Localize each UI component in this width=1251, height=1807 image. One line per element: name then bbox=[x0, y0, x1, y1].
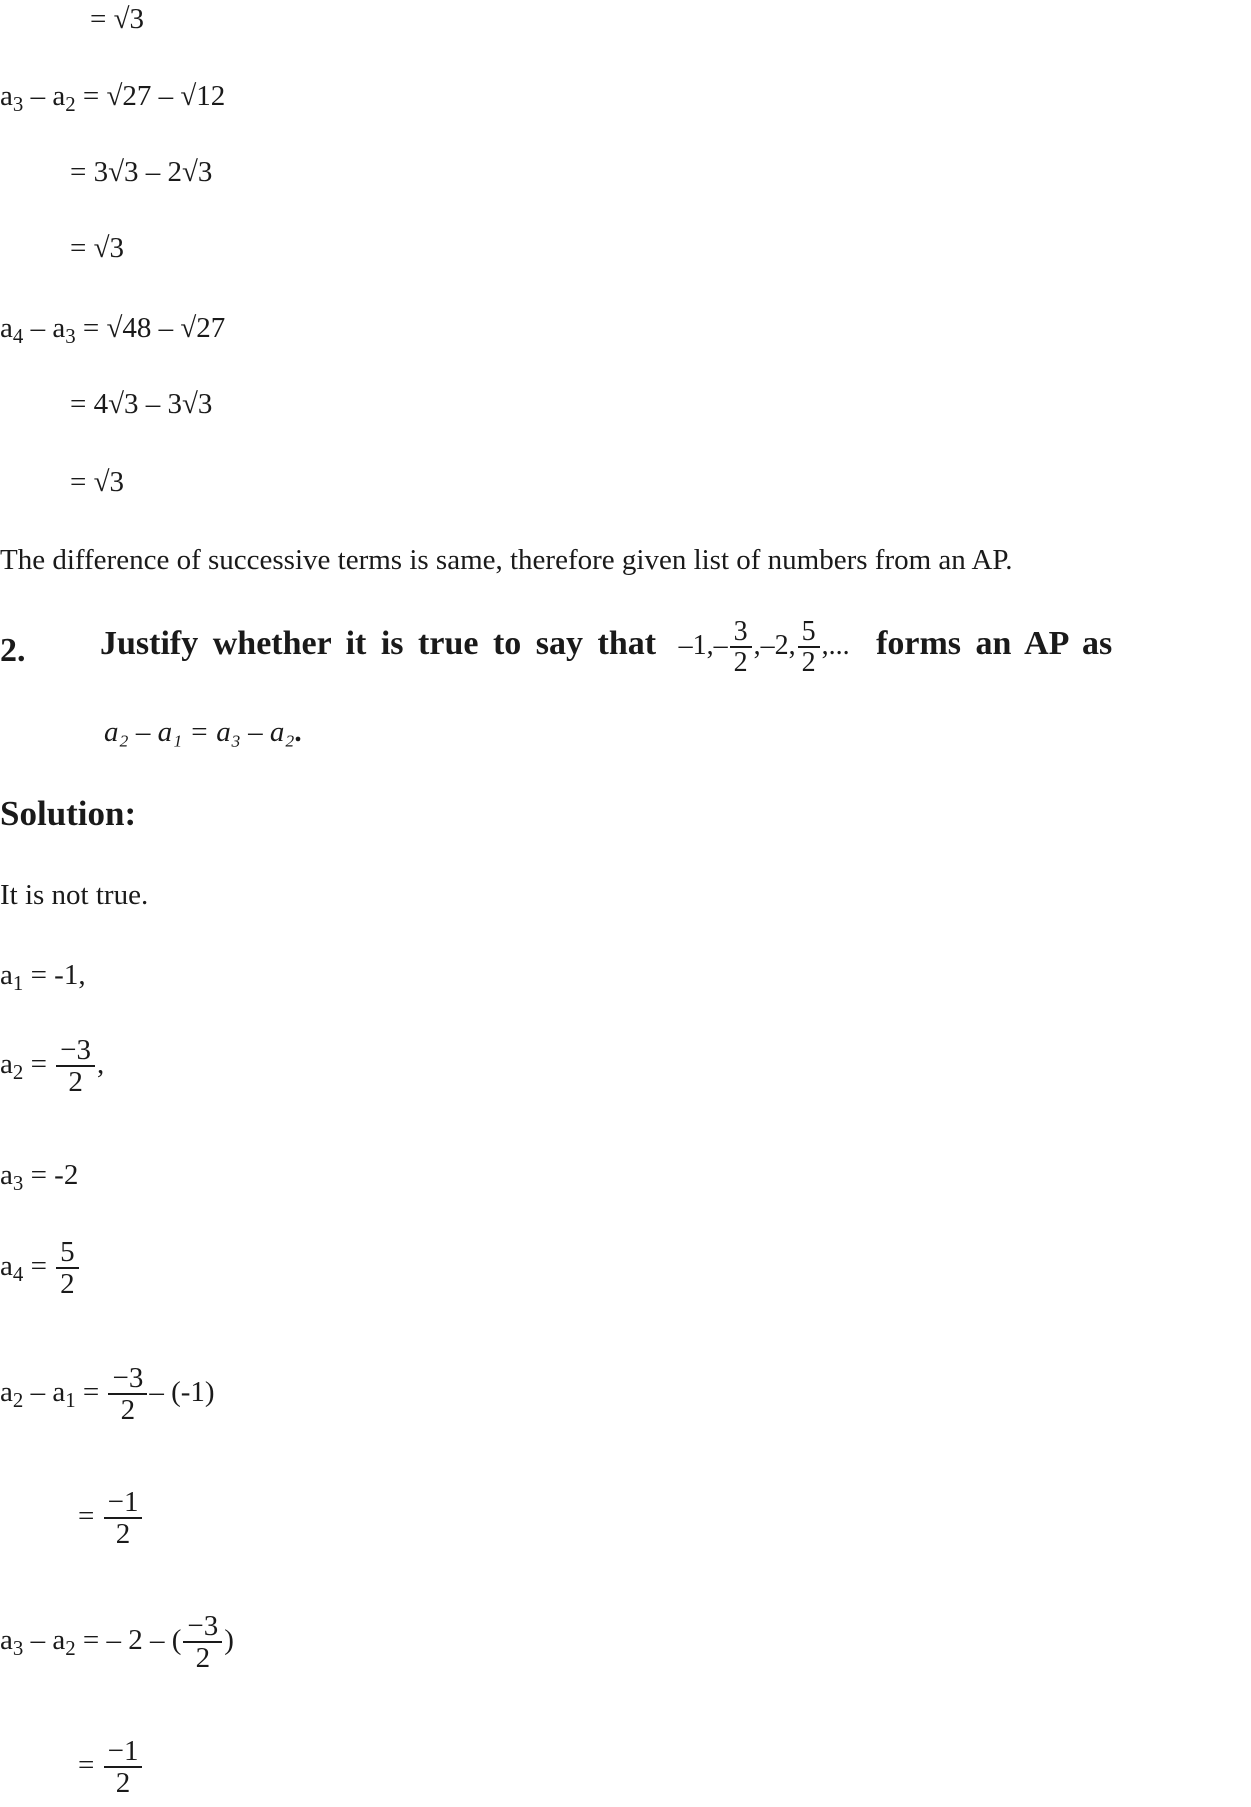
a3-line: $a_3 = -2$ bbox=[0, 1159, 79, 1195]
fraction-3-2: $\frac{3}{2}$ bbox=[730, 617, 752, 678]
result2-line: = $\frac{-1}{2}$ bbox=[78, 1736, 144, 1799]
a4-line: $a_4$ = $\frac{5}{2}$ bbox=[0, 1237, 81, 1300]
question-tail: forms an AP as bbox=[876, 624, 1113, 662]
question-number: 2. bbox=[0, 632, 26, 669]
result2-fraction: $\frac{-1}{2}$ bbox=[104, 1736, 143, 1799]
sequence: –1,– $\frac{3}{2}$ ,–2, $\frac{5}{2}$ ,... bbox=[678, 616, 850, 679]
diff2-line: $a_3 - a_2$ = – 2 – ( $\frac{-3}{2}$ ) bbox=[0, 1610, 234, 1675]
diff1-fraction: $\frac{-3}{2}$ bbox=[108, 1363, 147, 1426]
diff2-fraction: $\frac{-3}{2}$ bbox=[183, 1611, 222, 1674]
question-text bbox=[100, 617, 1112, 678]
eq-line-2: $a_3 - a_2 = √27 - √12$ bbox=[0, 80, 226, 116]
a2-line: $a_2$ = $\frac{-3}{2}$ , bbox=[0, 1034, 105, 1099]
solution-heading: Solution: bbox=[0, 794, 137, 833]
a2-fraction: $\frac{-3}{2}$ bbox=[56, 1035, 95, 1098]
a4-fraction: $\frac{5}{2}$ bbox=[56, 1237, 79, 1300]
eq-line-3: = 3√3 – 2√3 bbox=[70, 156, 213, 188]
a1-line: $a_1 = -1$, bbox=[0, 959, 86, 995]
eq-line-4: = √3 bbox=[70, 232, 125, 264]
eq-line-6: = 4√3 – 3√3 bbox=[70, 388, 213, 420]
diff1-line: $a_2 - a_1$ = $\frac{-3}{2}$ – (-1) bbox=[0, 1362, 215, 1427]
solution-statement: It is not true. bbox=[0, 879, 149, 911]
conclusion-text: The difference of successive terms is same, therefore given list of numbers from an AP. bbox=[0, 544, 1013, 576]
question-lead: Justify whether it is true to say that bbox=[100, 624, 657, 662]
result1-line: = $\frac{-1}{2}$ bbox=[78, 1487, 144, 1550]
eq-line-5: $a_4 - a_3 = √48 - √27$ bbox=[0, 312, 226, 348]
question-condition: a₂ – a₁ = a₃ – a₂. bbox=[104, 716, 302, 748]
result1-fraction: $\frac{-1}{2}$ bbox=[104, 1487, 143, 1550]
eq-line-7: = √3 bbox=[70, 466, 125, 498]
eq-line-1: = √3 bbox=[90, 3, 145, 35]
fraction-5-2: $\frac{5}{2}$ bbox=[798, 617, 820, 678]
